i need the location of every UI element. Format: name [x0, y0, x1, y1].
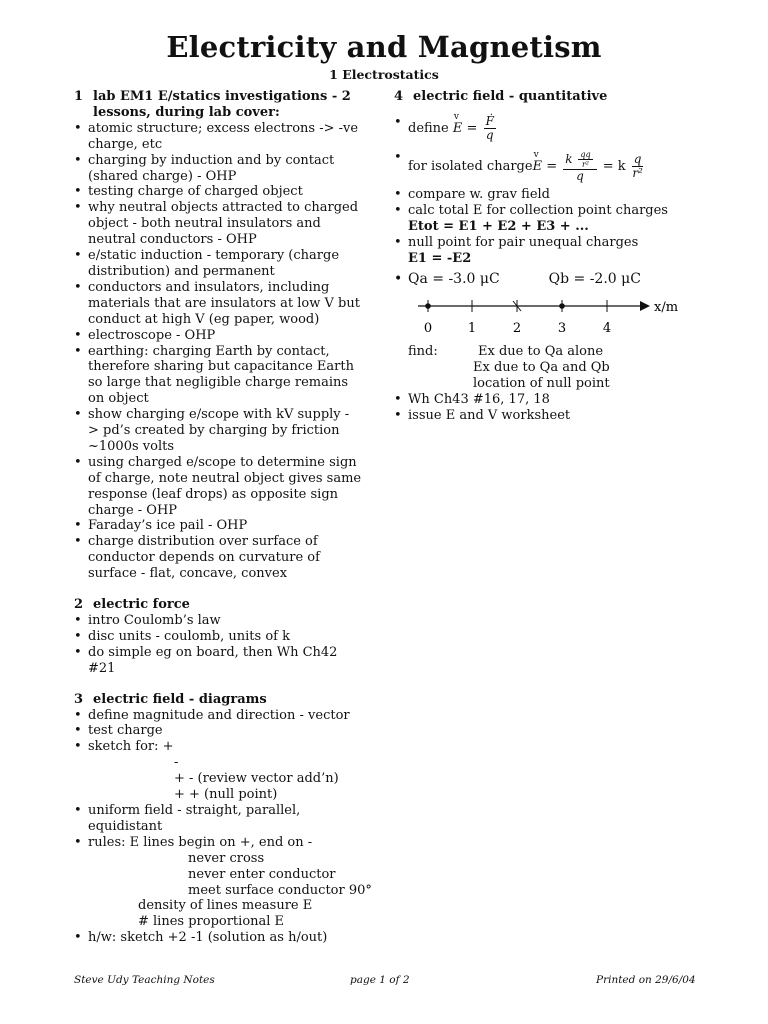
section-4-list	[392, 115, 702, 288]
density-line: density of lines measure E	[138, 898, 313, 914]
coulomb-fraction: k $\frac{qq}{\text{r²}}$ q	[563, 150, 596, 183]
list-item: • calc total E for collection point charges Etot = E1 + E2 + E3 + ...	[392, 203, 702, 235]
tick-label-2: 2	[512, 321, 522, 337]
list-item: • rules: E lines begin on +, end on -	[72, 835, 382, 851]
charge-axis-diagram	[392, 296, 702, 342]
section-1-heading: 1 lab EM1 E/statics investigations - 2 lessons, during lab cover:	[74, 89, 351, 120]
charge-qb: Qb = -2.0 μC	[548, 271, 641, 288]
section-3-heading: 3 electric field - diagrams	[74, 691, 267, 707]
section-4-heading: 4 electric field - quantitative	[394, 89, 608, 104]
page-title: Electricity and Magnetism	[166, 30, 602, 64]
sketch-line: -	[174, 755, 179, 771]
e-vector-symbol: v E	[533, 159, 543, 175]
list-item: • intro Coulomb’s law	[72, 613, 382, 629]
list-item: • test charge	[72, 723, 382, 739]
footer-left: Steve Udy Teaching Notes	[74, 974, 215, 986]
list-item: • define magnitude and direction - vector	[72, 708, 382, 724]
section-2-list	[72, 613, 382, 677]
list-item: • compare w. grav field	[392, 187, 702, 203]
right-column	[392, 89, 702, 424]
list-item: • issue E and V worksheet	[392, 408, 702, 424]
e-vector-symbol: v E	[453, 121, 463, 137]
list-item: • testing charge of charged object	[72, 184, 382, 200]
rule-line: never enter conductor	[188, 866, 336, 882]
footer-printed-date: Printed on 29/6/04	[596, 974, 696, 986]
etot-equation: Etot = E1 + E2 + E3 + ...	[408, 218, 589, 234]
find-block	[392, 344, 702, 392]
list-item: • charge distribution over surface of conductor depends on curvature of surface - flat, concave, convex	[72, 534, 382, 582]
find-item: Ex due to Qa alone	[478, 344, 604, 360]
list-item: • do simple eg on board, then Wh Ch42 #21	[72, 645, 382, 677]
point-charge-fraction: $\frac{q}{\text{r²}}$	[632, 151, 643, 180]
section-2-heading: 2 electric force	[74, 597, 190, 613]
list-item: • electroscope - OHP	[72, 328, 382, 344]
list-item	[392, 272, 702, 288]
section-3-list	[72, 708, 382, 947]
sketch-line: + - (review vector add’n)	[174, 771, 339, 787]
list-item: • for isolated chargev E = k $\frac{qq}{\text{r²}}$ q = k $\frac{q}{\text{r²}}$	[392, 150, 702, 183]
find-item: Ex due to Qa and Qb	[473, 360, 610, 376]
list-item: • Wh Ch43 #16, 17, 18	[392, 392, 702, 408]
list-item: • e/static induction - temporary (charge distribution) and permanent	[72, 248, 382, 280]
list-item: • disc units - coulomb, units of k	[72, 629, 382, 645]
find-item: location of null point	[473, 376, 610, 392]
charge-qa: Qa = -3.0 μC	[408, 271, 500, 288]
list-item: • show charging e/scope with kV supply - > pd’s created by charging by friction ~1000s volts	[72, 407, 382, 455]
axis-arrow	[640, 301, 650, 311]
list-item: • conductors and insulators, including materials that are insulators at low V but conduct at high V (eg paper, wood)	[72, 280, 382, 328]
density-line: # lines proportional E	[138, 914, 285, 930]
left-column	[72, 89, 382, 946]
rule-line: meet surface conductor 90°	[188, 882, 372, 898]
axis-svg	[392, 296, 702, 342]
list-item: • charging by induction and by contact (shared charge) - OHP	[72, 153, 382, 185]
page-subtitle: 1 Electrostatics	[329, 67, 439, 82]
find-label: find:	[408, 344, 438, 360]
axis-label: x/m	[654, 300, 679, 316]
list-item: • uniform field - straight, parallel, equidistant	[72, 803, 382, 835]
section-4-list-end	[392, 392, 702, 424]
list-item: • h/w: sketch +2 -1 (solution as h/out)	[72, 930, 382, 946]
e-definition-fraction: $\frac{\text{Ḟ}}{q}$	[485, 113, 494, 142]
tick-label-3: 3	[557, 321, 567, 337]
rule-line: never cross	[188, 850, 265, 866]
null-point-equation: E1 = -E2	[408, 250, 472, 266]
tick-label-4: 4	[602, 321, 612, 337]
list-item: • using charged e/scope to determine sign of charge, note neutral object gives same response (leaf drops) as opposite sign charge - OHP	[72, 455, 382, 519]
tick-label-0: 0	[423, 321, 433, 337]
list-item: • atomic structure; excess electrons -> -ve charge, etc	[72, 121, 382, 153]
section-1-list	[72, 121, 382, 582]
list-item: • Faraday’s ice pail - OHP	[72, 518, 382, 534]
list-item: • sketch for: +	[72, 739, 382, 755]
list-item: • earthing: charging Earth by contact, therefore sharing but capacitance Earth so large that negligible charge remains on object	[72, 344, 382, 408]
list-item: • why neutral objects attracted to charged object - both neutral insulators and neutral conductors - OHP	[72, 200, 382, 248]
list-item: • define v E = $\frac{\text{Ḟ}}{q}$	[392, 115, 702, 142]
list-item: • null point for pair unequal charges E1 = -E2	[392, 235, 702, 267]
tick-label-1: 1	[467, 321, 477, 337]
footer-page-number: page 1 of 2	[350, 974, 410, 986]
sketch-line: + + (null point)	[174, 787, 278, 803]
